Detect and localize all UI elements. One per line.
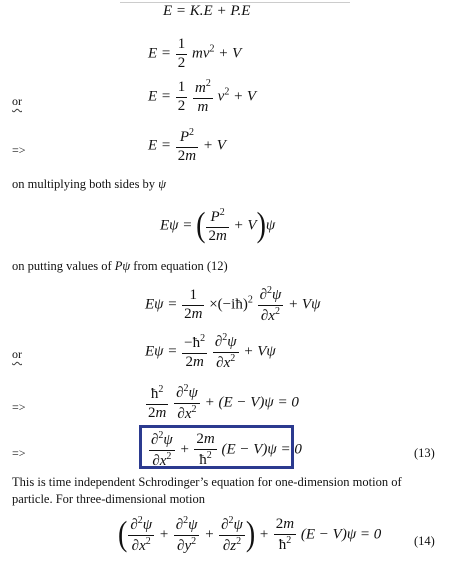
label-arrow-1: =>	[12, 143, 26, 157]
paragraph-line-2: particle. For three-dimensional motion	[12, 492, 206, 506]
label-or-2: or	[12, 347, 22, 361]
equation-number-14: (14)	[414, 534, 435, 548]
text-on-multiplying: on multiplying both sides by ψ	[12, 177, 166, 191]
label-or-1: or	[12, 94, 22, 108]
label-arrow-2: =>	[12, 400, 26, 414]
equation-momentum-intermediate: E = $\frac{1}{2}$ $\frac{m^2}{m}$ $v^2 + V$	[148, 78, 257, 115]
equation-substituted: Eψ = $\frac{1}{2m}$ ×(−iħ)$^2$ $\frac{\partial^2\psi}{\partial x^2}$ + Vψ	[145, 285, 321, 324]
equation-energy-sum: E = K.E + P.E	[163, 3, 251, 19]
equation-simplified: Eψ = $\frac{-ħ^2}{2m}$ $\frac{\partial^2\psi}{\partial x^2}$ + Vψ	[145, 332, 276, 371]
equation-multiplied: Eψ = ( $\frac{P^2}{2m}$ + V)ψ	[160, 206, 276, 245]
equation-momentum-form: E = $\frac{P^2}{2m}$ + V	[148, 127, 226, 164]
paragraph-description	[12, 474, 464, 508]
equation-schrodinger-3d: ( $\frac{\partial^2\psi}{\partial x^2}$ + $\frac{\partial^2\psi}{\partial y^2}$ + $\frac{\partial^2\psi}{\partial z^2}$ ) + $\frac{2m}{ħ^2}$ (E − V)ψ = 0	[118, 515, 382, 554]
equation-schrodinger-1d: $\frac{\partial^2\psi}{\partial x^2}$ + $\frac{2m}{ħ^2}$ (E − V)ψ = 0	[151, 430, 302, 469]
equation-rearranged: $\frac{ħ^2}{2m}$ $\frac{\partial^2\psi}{\partial x^2}$ + (E − V)ψ = 0	[148, 383, 299, 422]
equation-number-13: (13)	[414, 446, 435, 460]
equation-kinetic-form: E = $\frac{1}{2}$ $mv^2 + V$	[148, 36, 242, 71]
label-arrow-3: =>	[12, 446, 26, 460]
text-on-putting: on putting values of Pψ from equation (12)	[12, 259, 228, 273]
paragraph-line-1: This is time independent Schrodinger’s equation for one-dimension motion of	[12, 475, 402, 489]
